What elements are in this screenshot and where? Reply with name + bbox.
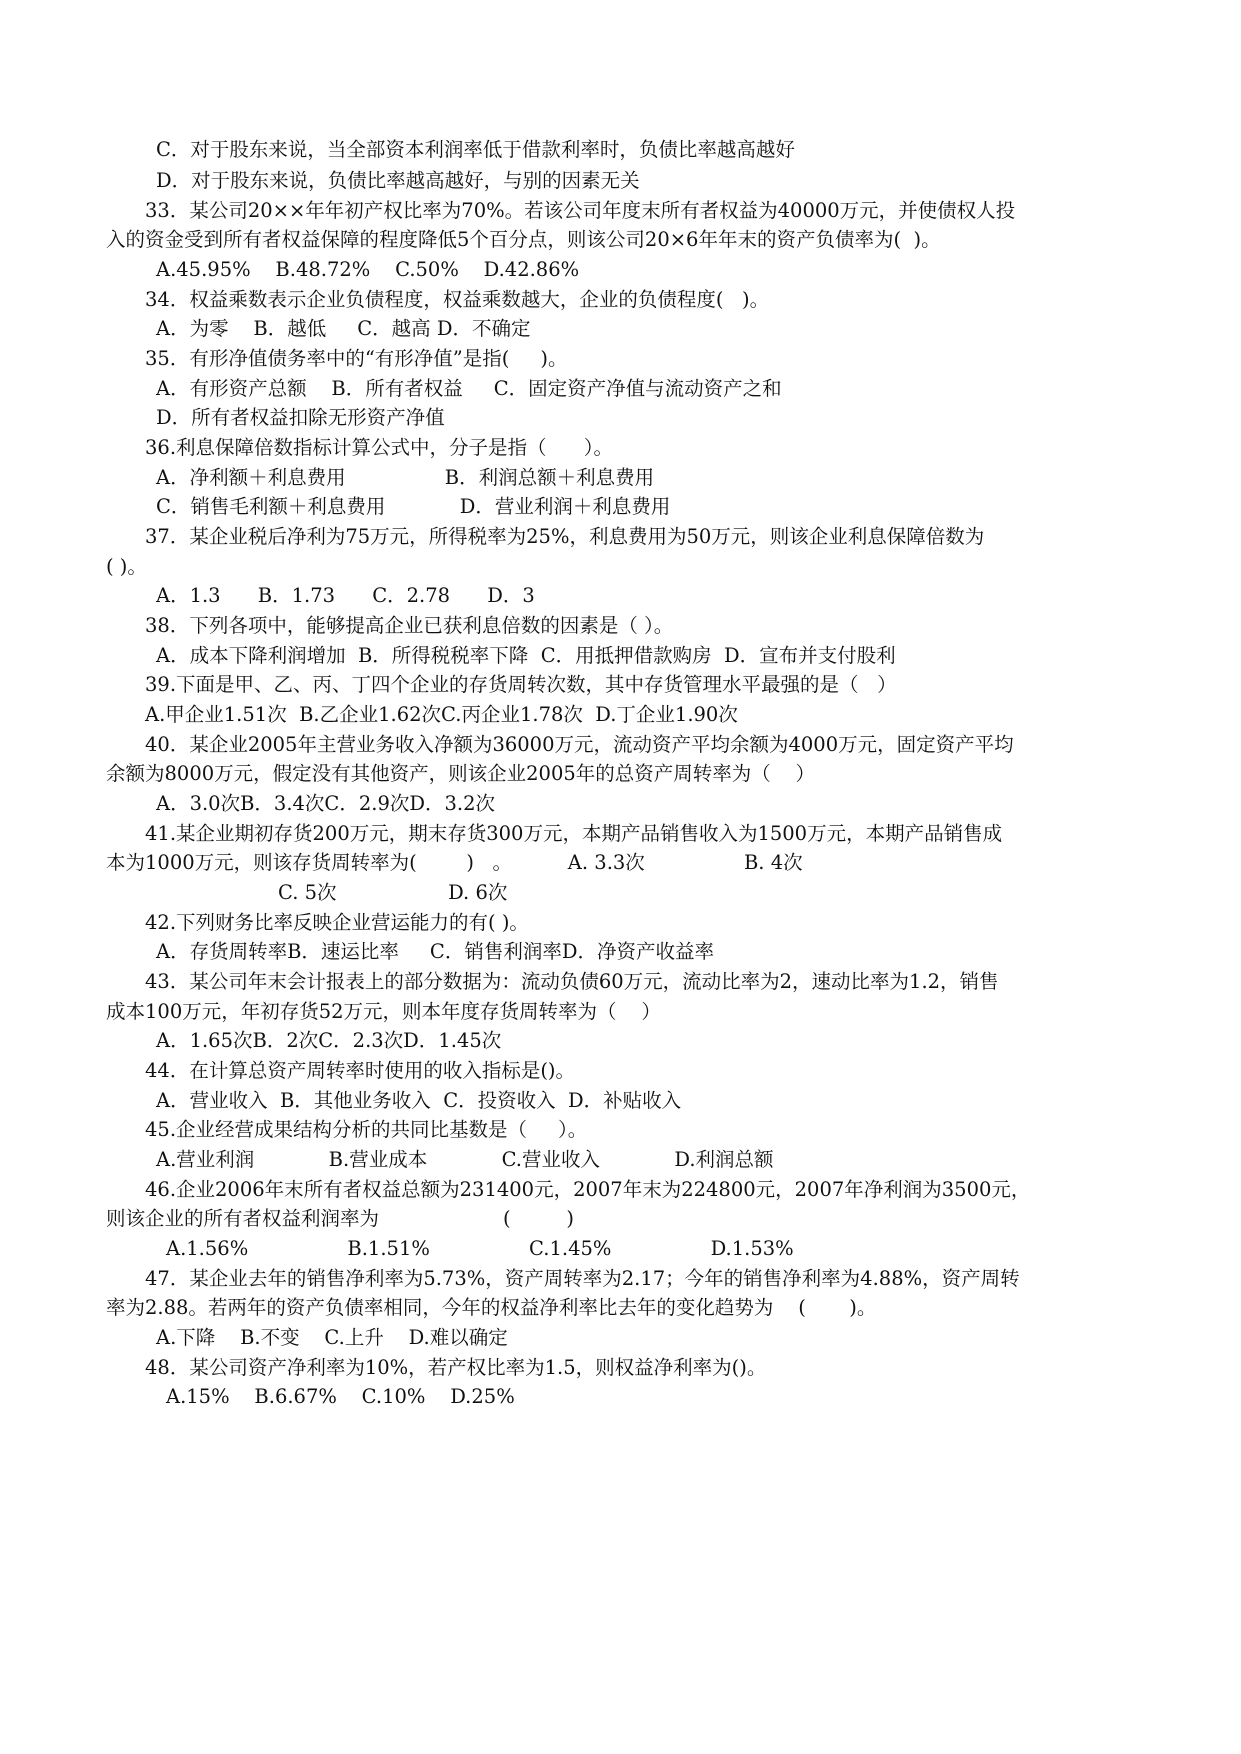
question-41: 41.某企业期初存货200万元，期末存货300万元，本期产品销售收入为1500万元，本期产品销售成 — [145, 822, 1003, 845]
question-38: 38．下列各项中，能够提高企业已获利息倍数的因素是（ ）。 — [145, 614, 674, 637]
options-42: A．存货周转率B．速运比率 C．销售利润率D．净资产收益率 — [156, 940, 714, 963]
option-32c: C．对于股东来说，当全部资本利润率低于借款利率时，负债比率越高越好 — [156, 138, 795, 161]
options-38: A．成本下降利润增加 B．所得税税率下降 C．用抵押借款购房 D．宣布并支付股利 — [156, 644, 896, 667]
question-45: 45.企业经营成果结构分析的共同比基数是（ ）。 — [145, 1118, 588, 1141]
options-41-cd: C. 5次 D. 6次 — [278, 881, 508, 904]
question-33: 33．某公司20××年年初产权比率为70%。若该公司年度末所有者权益为40000万元，并使债权人投 — [145, 199, 1016, 222]
question-47: 47．某企业去年的销售净利率为5.73%，资产周转率为2.17；今年的销售净利率为4.88%，资产周转 — [145, 1267, 1020, 1290]
options-43: A．1.65次B．2次C．2.3次D．1.45次 — [156, 1029, 502, 1052]
question-46-cont: 则该企业的所有者权益利润率为 ( ) — [106, 1207, 574, 1230]
options-33: A.45.95% B.48.72% C.50% D.42.86% — [156, 258, 580, 281]
question-40: 40．某企业2005年主营业务收入净额为36000万元，流动资产平均余额为4000万元，固定资产平均 — [145, 733, 1014, 756]
options-37: A．1.3 B．1.73 C．2.78 D．3 — [156, 584, 535, 607]
question-36: 36.利息保障倍数指标计算公式中，分子是指（ ）。 — [145, 436, 613, 459]
options-36-cd: C．销售毛利额＋利息费用 D．营业利润＋利息费用 — [156, 495, 671, 518]
question-34: 34．权益乘数表示企业负债程度，权益乘数越大，企业的负债程度( )。 — [145, 288, 770, 311]
option-35d: D．所有者权益扣除无形资产净值 — [156, 406, 445, 429]
question-37-cont: ( )。 — [106, 555, 147, 578]
question-43: 43．某公司年末会计报表上的部分数据为：流动负债60万元，流动比率为2，速动比率为1.2，销售 — [145, 970, 999, 993]
question-40-cont: 余额为8000万元，假定没有其他资产，则该企业2005年的总资产周转率为（ ） — [106, 762, 816, 785]
options-46: A.1.56% B.1.51% C.1.45% D.1.53% — [166, 1237, 794, 1260]
options-45: A.营业利润 B.营业成本 C.营业收入 D.利润总额 — [156, 1148, 774, 1171]
question-43-cont: 成本100万元，年初存货52万元，则本年度存货周转率为（ ） — [106, 1000, 661, 1023]
question-48: 48．某公司资产净利率为10%，若产权比率为1.5，则权益净利率为()。 — [145, 1356, 767, 1379]
question-39: 39.下面是甲、乙、丙、丁四个企业的存货周转次数，其中存货管理水平最强的是（ ） — [145, 673, 897, 696]
question-35: 35．有形净值债务率中的“有形净值”是指( )。 — [145, 347, 568, 370]
question-37: 37．某企业税后净利为75万元，所得税率为25%，利息费用为50万元，则该企业利息保障倍数为 — [145, 525, 985, 548]
question-44: 44．在计算总资产周转率时使用的收入指标是()。 — [145, 1059, 576, 1082]
options-44: A．营业收入 B．其他业务收入 C．投资收入 D．补贴收入 — [156, 1089, 682, 1112]
options-35-abc: A．有形资产总额 B．所有者权益 C．固定资产净值与流动资产之和 — [156, 377, 782, 400]
options-48: A.15% B.6.67% C.10% D.25% — [166, 1385, 515, 1408]
question-47-cont: 率为2.88。若两年的资产负债率相同，今年的权益净利率比去年的变化趋势为 ( )。 — [106, 1296, 877, 1319]
options-36-ab: A．净利额＋利息费用 B．利润总额＋利息费用 — [156, 466, 655, 489]
options-47: A.下降 B.不变 C.上升 D.难以确定 — [156, 1326, 508, 1349]
option-32d: D．对于股东来说，负债比率越高越好，与别的因素无关 — [156, 169, 640, 192]
question-33-cont: 入的资金受到所有者权益保障的程度降低5个百分点，则该公司20×6年年末的资产负债率为( )。 — [106, 228, 941, 251]
question-42: 42.下列财务比率反映企业营运能力的有( )。 — [145, 911, 529, 934]
question-46: 46.企业2006年末所有者权益总额为231400元，2007年末为224800元，2007年净利润为3500元， — [145, 1178, 1031, 1201]
question-41-cont: 本为1000万元，则该存货周转率为( ) 。 A. 3.3次 B. 4次 — [106, 851, 803, 874]
options-39: A.甲企业1.51次 B.乙企业1.62次C.丙企业1.78次 D.丁企业1.90次 — [145, 703, 738, 726]
options-40: A．3.0次B．3.4次C．2.9次D．3.2次 — [156, 792, 496, 815]
options-34: A．为零 B．越低 C．越高 D．不确定 — [156, 317, 531, 340]
